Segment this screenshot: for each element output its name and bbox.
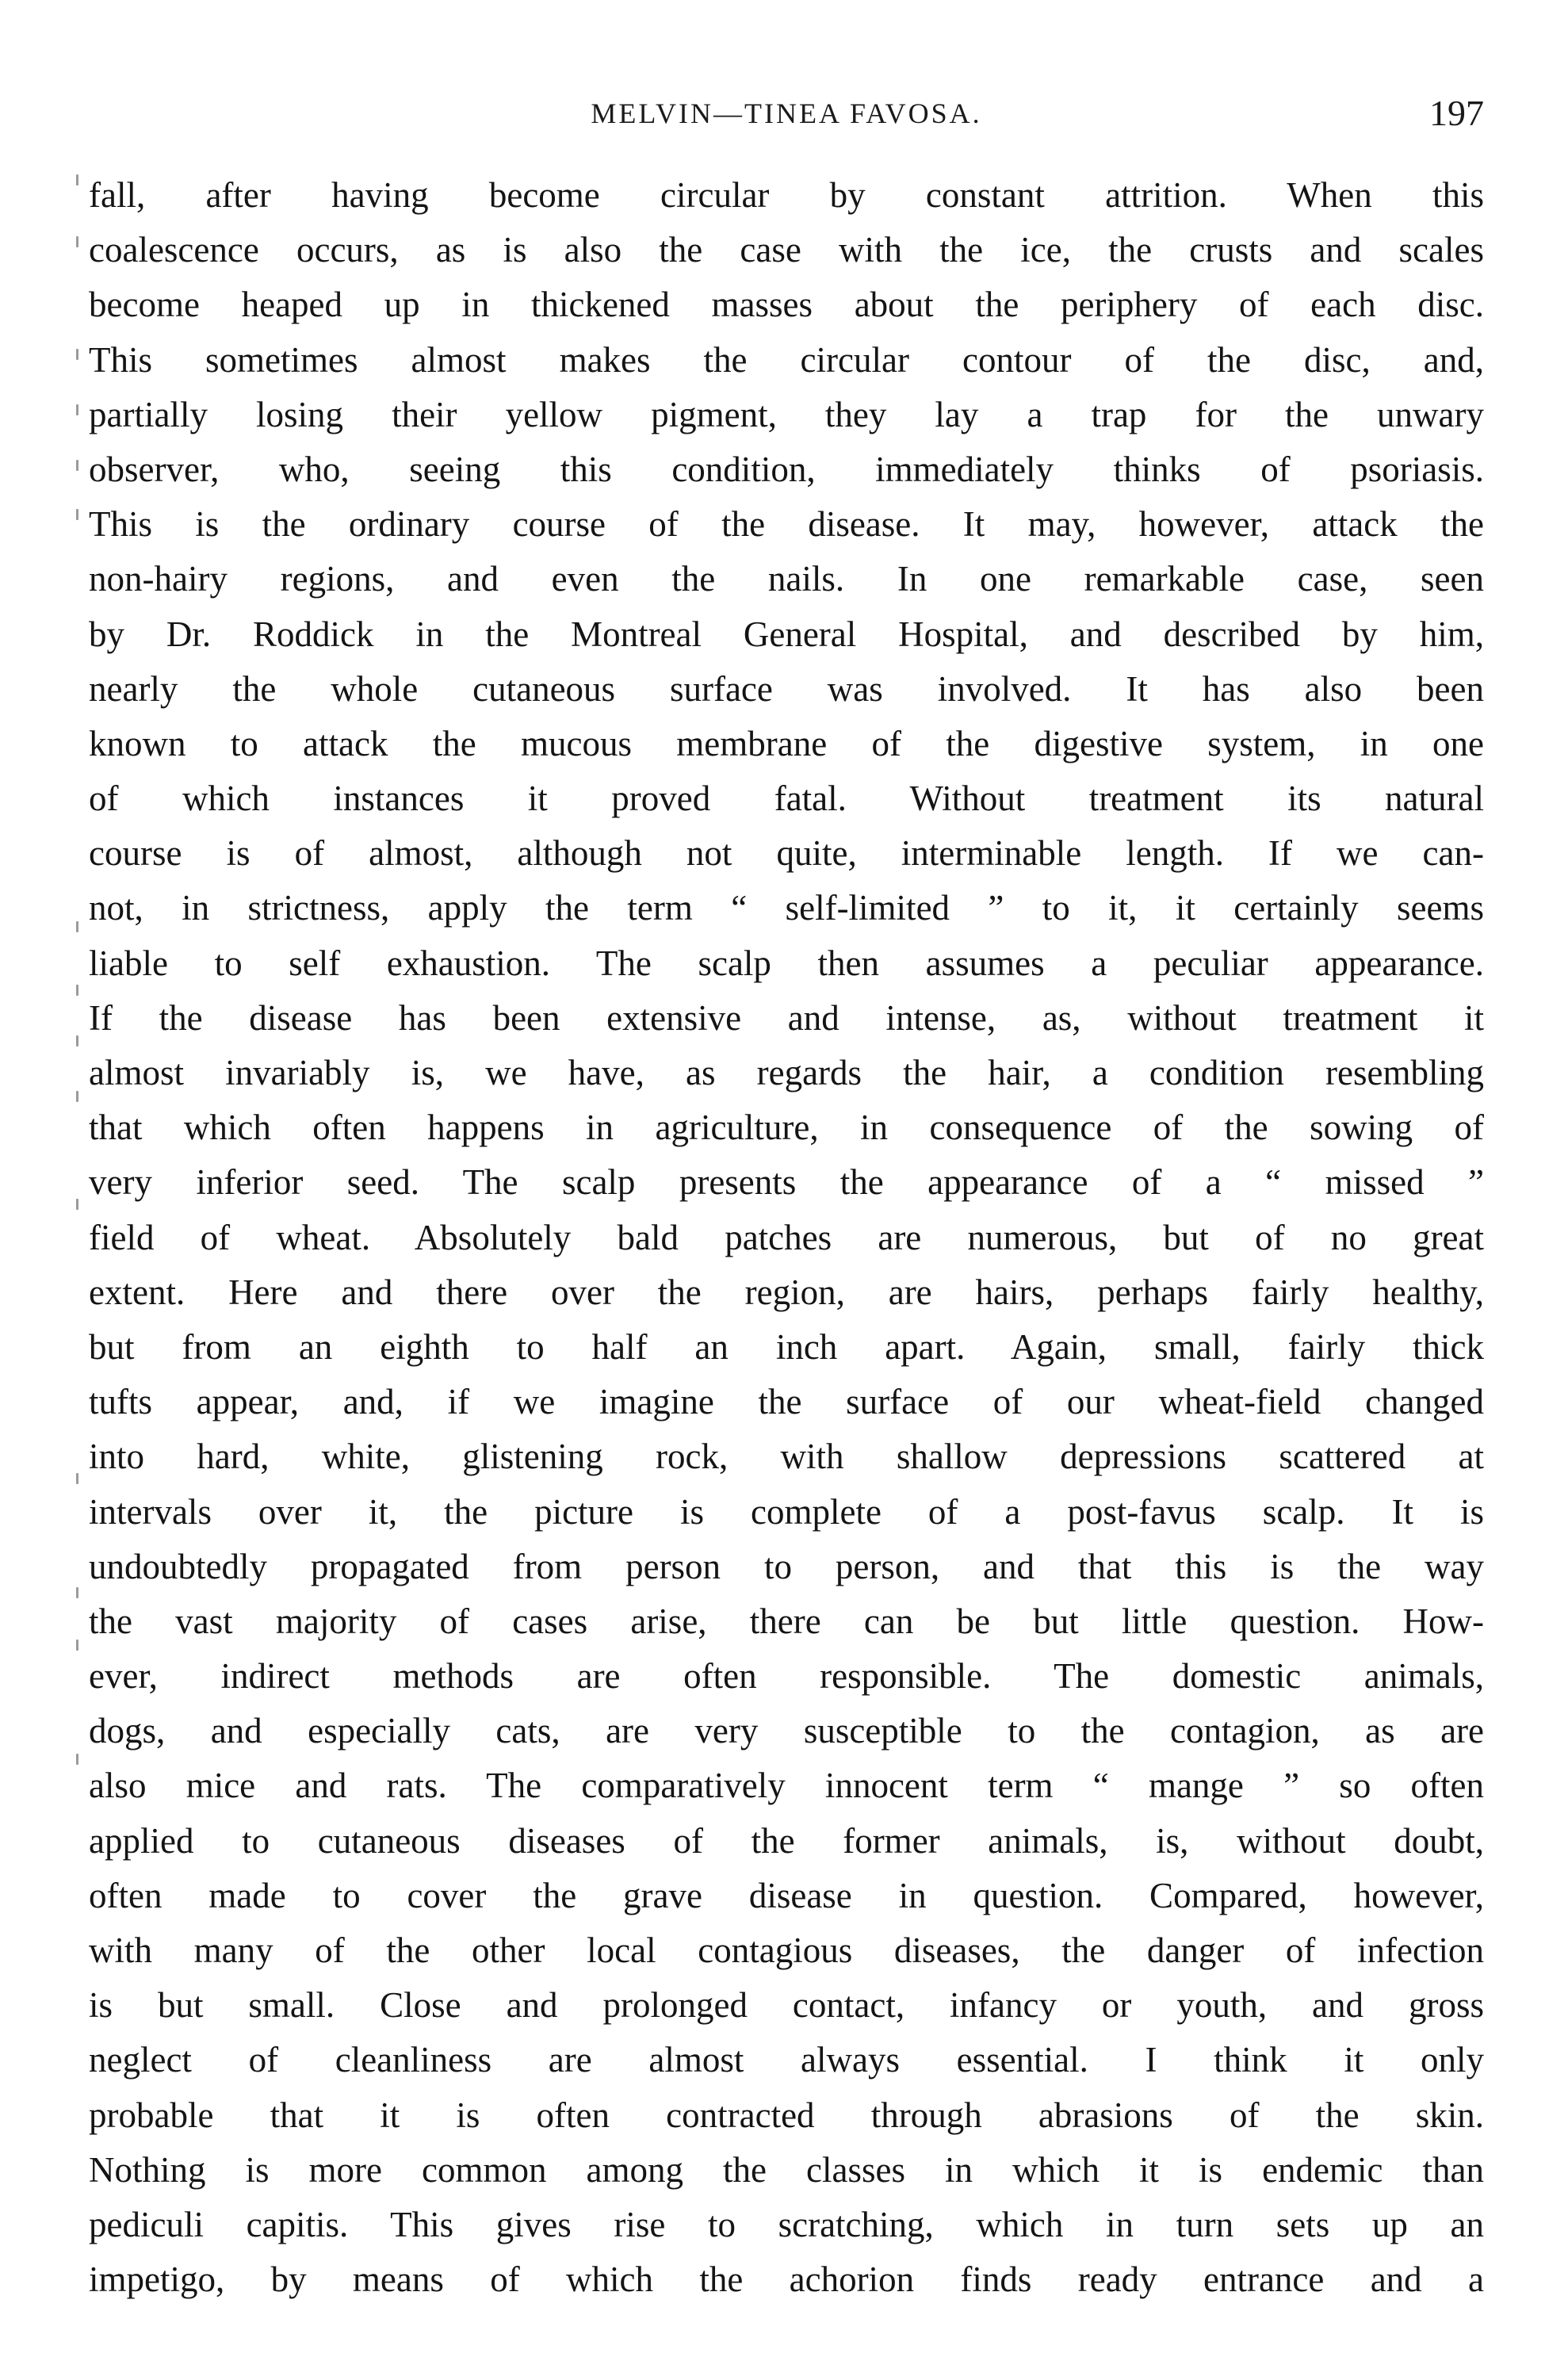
text-line: nearly the whole cutaneous surface was involved. It has also been: [89, 668, 1484, 709]
text-line: is but small. Close and prolonged contact, infancy or youth, and gross: [89, 1985, 1484, 2026]
running-title: MELVIN—TINEA FAVOSA.: [591, 98, 982, 129]
text-line: very inferior seed. The scalp presents the appearance of a “ missed ”: [89, 1162, 1484, 1203]
text-line: neglect of cleanliness are almost always essential. I think it only: [89, 2040, 1484, 2080]
text-line: liable to self exhaustion. The scalp then assumes a peculiar appearance.: [89, 943, 1484, 983]
text-line: This sometimes almost makes the circular contour of the disc, and,: [89, 339, 1484, 380]
text-line: known to attack the mucous membrane of the digestive system, in one: [89, 723, 1484, 763]
text-line: become heaped up in thickened masses about the periphery of each disc.: [89, 285, 1484, 325]
text-line: dogs, and especially cats, are very susceptible to the contagion, as are: [89, 1711, 1484, 1751]
text-line: intervals over it, the picture is complete of a post-favus scalp. It is: [89, 1491, 1484, 1532]
text-line: not, in strictness, apply the term “ self-limited ” to it, it certainly seems: [89, 888, 1484, 928]
margin-speck: [76, 404, 78, 415]
margin-speck: [76, 1091, 78, 1102]
text-line: the vast majority of cases arise, there can be but little question. How-: [89, 1601, 1484, 1641]
text-line: often made to cover the grave disease in question. Compared, however,: [89, 1875, 1484, 1915]
page-number: 197: [1429, 93, 1484, 133]
text-line: probable that it is often contracted through abrasions of the skin.: [89, 2095, 1484, 2135]
margin-speck: [76, 509, 78, 520]
text-line: but from an eighth to half an inch apart. Again, small, fairly thick: [89, 1326, 1484, 1367]
text-line: almost invariably is, we have, as regards the hair, a condition resembling: [89, 1053, 1484, 1092]
margin-speck: [76, 174, 78, 186]
text-line: ever, indirect methods are often responsible. The domestic animals,: [89, 1656, 1484, 1697]
margin-speck: [76, 460, 78, 471]
margin-speck: [76, 921, 78, 932]
text-line: that which often happens in agriculture, in consequence of the sowing of: [89, 1108, 1484, 1148]
text-line: fall, after having become circular by constant attrition. When this: [89, 175, 1484, 215]
body-text: [89, 168, 1484, 2307]
text-line: also mice and rats. The comparatively innocent term “ mange ” so often: [89, 1766, 1484, 1806]
text-line: coalescence occurs, as is also the case with the ice, the crusts and scales: [89, 230, 1484, 270]
margin-speck: [76, 1754, 78, 1765]
text-line: applied to cutaneous diseases of the former animals, is, without doubt,: [89, 1820, 1484, 1861]
margin-speck: [76, 236, 78, 247]
text-line: undoubtedly propagated from person to person, and that this is the way: [89, 1546, 1484, 1586]
text-line: with many of the other local contagious diseases, the danger of infection: [89, 1930, 1484, 1970]
text-line: partially losing their yellow pigment, they lay a trap for the unwary: [89, 394, 1484, 434]
margin-speck: [76, 1199, 78, 1210]
margin-speck: [76, 1035, 78, 1046]
text-line: of which instances it proved fatal. Without treatment its natural: [89, 779, 1484, 819]
text-line: field of wheat. Absolutely bald patches are numerous, but of no great: [89, 1217, 1484, 1257]
margin-speck: [76, 985, 78, 996]
text-line: observer, who, seeing this condition, immediately thinks of psoriasis.: [89, 449, 1484, 489]
text-line: extent. Here and there over the region, are hairs, perhaps fairly healthy,: [89, 1272, 1484, 1312]
text-line: pediculi capitis. This gives rise to scratching, which in turn sets up an: [89, 2204, 1484, 2244]
running-head: [89, 86, 1484, 141]
text-line: impetigo, by means of which the achorion finds ready entrance and a: [89, 2259, 1484, 2300]
text-line: Nothing is more common among the classes in which it is endemic than: [89, 2149, 1484, 2190]
text-line: non-hairy regions, and even the nails. In one remarkable case, seen: [89, 559, 1484, 599]
margin-speck: [76, 349, 78, 360]
text-line: course is of almost, although not quite, interminable length. If we can-: [89, 833, 1484, 874]
margin-speck: [76, 1473, 78, 1484]
text-line: This is the ordinary course of the disease. It may, however, attack the: [89, 504, 1484, 545]
text-line: If the disease has been extensive and intense, as, without treatment it: [89, 997, 1484, 1038]
margin-speck: [76, 1640, 78, 1651]
text-line: by Dr. Roddick in the Montreal General Hospital, and described by him,: [89, 614, 1484, 654]
text-line: tufts appear, and, if we imagine the surface of our wheat-field changed: [89, 1382, 1484, 1422]
margin-specks: [76, 168, 86, 1992]
text-line: into hard, white, glistening rock, with shallow depressions scattered at: [89, 1437, 1484, 1477]
margin-speck: [76, 1587, 78, 1598]
